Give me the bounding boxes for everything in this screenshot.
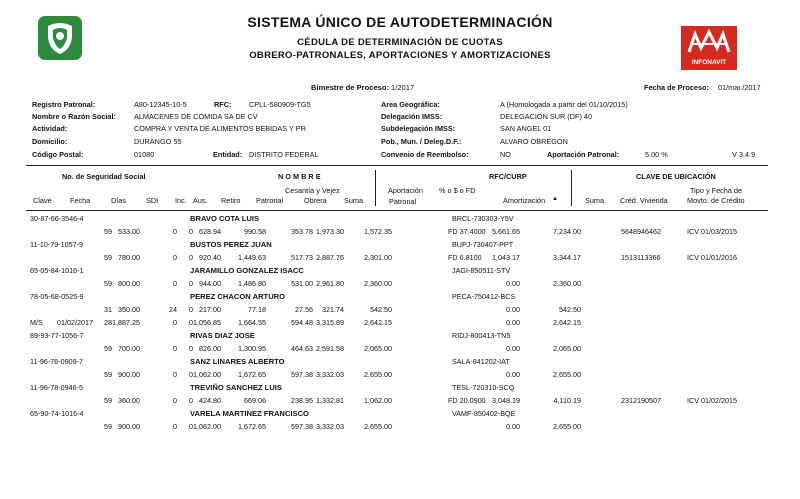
cell-retiro: 1,062.00 bbox=[193, 422, 221, 431]
delegacion-value: DELEGACION SUR (DF) 40 bbox=[500, 112, 593, 121]
cell-sdi: 700.00 bbox=[118, 344, 140, 353]
cell-aus: 0 bbox=[189, 253, 193, 262]
entidad-value: DISTRITO FEDERAL bbox=[249, 150, 319, 159]
actividad-label: Actividad: bbox=[32, 124, 68, 133]
cell-nss: 65-05-84-1016-1 bbox=[30, 266, 84, 275]
cell-retiro: 944.00 bbox=[199, 279, 221, 288]
cell-patronal: 1,300.95 bbox=[238, 344, 266, 353]
nombre-value: ALMACENES DE COMIDA SA DE CV bbox=[134, 112, 258, 121]
aportacion-patronal-value: 5.00 % bbox=[645, 150, 668, 159]
cell-obrera: 238.95 bbox=[291, 396, 313, 405]
cell-retiro: 1,062.00 bbox=[193, 370, 221, 379]
col-suma-infonavit: Suma bbox=[585, 196, 605, 205]
col-aportacion: Aportación bbox=[388, 186, 423, 195]
cell-dias: 59 bbox=[104, 279, 112, 288]
cell-dias: 59 bbox=[104, 227, 112, 236]
cell-aportacion: 2,655.00 bbox=[364, 422, 392, 431]
cell-amort: 0.00 bbox=[506, 279, 520, 288]
col-amortizacion: Amortización bbox=[503, 196, 546, 205]
header-bottom-rule bbox=[26, 210, 768, 211]
fecha-proceso-value: 01/mar./2017 bbox=[718, 83, 761, 92]
cell-sdi: 350.00 bbox=[118, 305, 140, 314]
cell-suma2: 2,065.00 bbox=[553, 344, 581, 353]
cell-pct: FD 6.8100 bbox=[448, 253, 482, 262]
cell-nss: 11-10-79-1057-9 bbox=[30, 240, 84, 249]
entidad-label: Entidad: bbox=[213, 150, 243, 159]
cell-aus: 0 bbox=[189, 396, 193, 405]
col-clave: Clave bbox=[33, 196, 52, 205]
cell-nss: 11-96-76-0909-7 bbox=[30, 357, 84, 366]
page-title: SISTEMA ÚNICO DE AUTODETERMINACIÓN bbox=[247, 14, 553, 30]
cell-dias: 59 bbox=[104, 370, 112, 379]
col-aus: Aus. bbox=[193, 196, 208, 205]
cell-nombre: RIVAS DIAZ JOSE bbox=[190, 331, 255, 340]
col-amortizacion-mark: ▲ bbox=[552, 196, 558, 202]
cell-suma: 3,315.89 bbox=[316, 318, 344, 327]
col-pct: % o $ o FD bbox=[439, 186, 476, 195]
header-top-rule bbox=[26, 165, 768, 166]
cell-suma: 3,332.03 bbox=[316, 370, 344, 379]
cell-nss: 11-96-78-0946-5 bbox=[30, 383, 84, 392]
cell-nombre: SANZ LINARES ALBERTO bbox=[190, 357, 285, 366]
cell-nombre: BUSTOS PEREZ JUAN bbox=[190, 240, 272, 249]
cell-suma: 2,961.80 bbox=[316, 279, 344, 288]
cell-fecha: 01/02/2017 bbox=[57, 318, 93, 327]
col-suma: Suma bbox=[344, 196, 364, 205]
cell-nombre: TREVIÑO SANCHEZ LUIS bbox=[190, 383, 282, 392]
registro-label: Registro Patronal: bbox=[32, 100, 96, 109]
cell-tipo: ICV 01/03/2015 bbox=[687, 227, 737, 236]
cell-sdi: 780.00 bbox=[118, 253, 140, 262]
cell-rfc: BRCL-730303-Y5V bbox=[452, 214, 514, 223]
cell-suma: 2,591.58 bbox=[316, 344, 344, 353]
col-rfc: RFC/CURP bbox=[489, 172, 527, 181]
aportacion-patronal-label: Aportación Patronal: bbox=[547, 150, 620, 159]
delegacion-label: Delegación IMSS: bbox=[381, 112, 443, 121]
cell-dias: 59 bbox=[104, 344, 112, 353]
subdelegacion-label: Subdelegación IMSS: bbox=[381, 124, 456, 133]
cell-suma2: 4,110.19 bbox=[553, 396, 581, 405]
cell-aus: 0 bbox=[189, 318, 193, 327]
cell-amort: 0.00 bbox=[506, 422, 520, 431]
col-retiro: Retiro bbox=[221, 196, 241, 205]
cell-dias: 31 bbox=[104, 305, 112, 314]
cell-rfc: JAGI-850511-STV bbox=[452, 266, 511, 275]
cell-sdi: 900.00 bbox=[118, 370, 140, 379]
domicilio-value: DURANGO 55 bbox=[134, 137, 182, 146]
cell-clave: M/S bbox=[30, 318, 43, 327]
fecha-proceso-label: Fecha de Proceso: bbox=[644, 83, 709, 92]
poblacion-label: Pob., Mun. / Deleg.D.F.: bbox=[381, 137, 462, 146]
cell-rfc: PECA-750412-BCS bbox=[452, 292, 516, 301]
cell-amort: 0.00 bbox=[506, 305, 520, 314]
cell-inc: 0 bbox=[173, 344, 177, 353]
cell-suma2: 2,642.15 bbox=[553, 318, 581, 327]
cell-obrera: 464.63 bbox=[291, 344, 313, 353]
cell-tipo: ICV 01/01/2016 bbox=[687, 253, 737, 262]
cell-retiro: 920.40 bbox=[199, 253, 221, 262]
nombre-label: Nombre o Razón Social: bbox=[32, 112, 116, 121]
header-divider-1 bbox=[375, 170, 376, 206]
col-fecha: Fecha bbox=[70, 196, 91, 205]
cell-obrera: 594.48 bbox=[291, 318, 313, 327]
col-nss: No. de Seguridad Social bbox=[62, 172, 146, 181]
cell-patronal: 990.58 bbox=[244, 227, 266, 236]
cell-obrera: 353.78 bbox=[291, 227, 313, 236]
cell-inc: 0 bbox=[173, 318, 177, 327]
cell-aportacion: 542.50 bbox=[370, 305, 392, 314]
cell-cred: 1513113366 bbox=[621, 253, 661, 262]
cell-obrera: 27.56 bbox=[295, 305, 313, 314]
col-nombre: N O M B R E bbox=[278, 172, 321, 181]
cell-patronal: 77.18 bbox=[248, 305, 266, 314]
cell-aportacion: 1,572.35 bbox=[364, 227, 392, 236]
cell-retiro: 217.00 bbox=[199, 305, 221, 314]
infonavit-label: INFONAVIT bbox=[691, 59, 727, 66]
cell-patronal: 1,449.63 bbox=[238, 253, 266, 262]
cell-aus: 0 bbox=[189, 305, 193, 314]
cell-obrera: 531.00 bbox=[291, 279, 313, 288]
col-clave-ubicacion: CLAVE DE UBICACIÓN bbox=[636, 172, 716, 181]
cell-suma2: 3,344.17 bbox=[553, 253, 581, 262]
cell-suma: 2,887.76 bbox=[316, 253, 344, 262]
cell-amort: 0.00 bbox=[506, 344, 520, 353]
cell-rfc: TESL-720310-SCQ bbox=[452, 383, 515, 392]
cell-sdi: 900.00 bbox=[118, 422, 140, 431]
cell-inc: 0 bbox=[173, 422, 177, 431]
cell-sdi: 360.00 bbox=[118, 396, 140, 405]
cell-rfc: RIDJ-800413-TN5 bbox=[452, 331, 511, 340]
poblacion-value: ALVARO OBREGON bbox=[500, 137, 568, 146]
cell-aportacion: 2,655.00 bbox=[364, 370, 392, 379]
cell-suma: 3,332.03 bbox=[316, 422, 344, 431]
cell-sdi: 1,887.25 bbox=[112, 318, 140, 327]
cell-suma2: 542.50 bbox=[559, 305, 581, 314]
cell-aus: 0 bbox=[189, 422, 193, 431]
cell-amort: 5,661.65 bbox=[492, 227, 520, 236]
cell-patronal: 1,486.80 bbox=[238, 279, 266, 288]
cell-suma: 321.74 bbox=[322, 305, 344, 314]
subtitle-1: CÉDULA DE DETERMINACIÓN DE CUOTAS bbox=[297, 37, 503, 48]
col-obrera: Obrera bbox=[304, 196, 327, 205]
cell-nombre: PEREZ CHACON ARTURO bbox=[190, 292, 286, 301]
cell-aportacion: 2,642.15 bbox=[364, 318, 392, 327]
rfc-value: CPLL-580909-TG5 bbox=[249, 100, 311, 109]
cell-inc: 0 bbox=[173, 279, 177, 288]
rfc-label: RFC: bbox=[214, 100, 232, 109]
cell-inc: 24 bbox=[169, 305, 177, 314]
cell-sdi: 533.00 bbox=[118, 227, 140, 236]
cell-inc: 0 bbox=[173, 396, 177, 405]
cell-nombre: JARAMILLO GONZALEZ ISACC bbox=[190, 266, 304, 275]
cell-pct: FD 37.4000 bbox=[448, 227, 486, 236]
infonavit-logo bbox=[681, 26, 737, 70]
cell-suma: 1,332.81 bbox=[316, 396, 344, 405]
col-inc: Inc. bbox=[175, 196, 187, 205]
cell-rfc: SALA-841202-IAT bbox=[452, 357, 510, 366]
cell-nss: 30-87-66-3546-4 bbox=[30, 214, 84, 223]
cell-aportacion: 2,360.00 bbox=[364, 279, 392, 288]
cell-nombre: BRAVO COTA LUIS bbox=[190, 214, 260, 223]
cell-suma2: 7,234.00 bbox=[553, 227, 581, 236]
area-value: A (Homologada a partir del 01/10/2015) bbox=[500, 100, 628, 109]
convenio-value: NO bbox=[500, 150, 511, 159]
cell-aportacion: 2,065.00 bbox=[364, 344, 392, 353]
header-divider-2 bbox=[571, 170, 572, 206]
cell-pct: FD 20.0900 bbox=[448, 396, 486, 405]
area-label: Area Geográfica: bbox=[381, 100, 440, 109]
cell-retiro: 826.00 bbox=[199, 344, 221, 353]
cell-cred: 2312190507 bbox=[621, 396, 661, 405]
col-patronal: Patronal bbox=[256, 196, 284, 205]
cell-amort: 0.00 bbox=[506, 318, 520, 327]
bimestre-label: Bimestre de Proceso: bbox=[311, 83, 390, 92]
col-tipo: Tipo y Fecha de bbox=[690, 186, 743, 195]
cell-obrera: 517.73 bbox=[291, 253, 313, 262]
cell-suma2: 2,360.00 bbox=[553, 279, 581, 288]
cell-retiro: 424.80 bbox=[199, 396, 221, 405]
cell-rfc: VAMF-850402-BQE bbox=[452, 409, 516, 418]
cell-patronal: 1,664.55 bbox=[238, 318, 266, 327]
cell-rfc: BUPJ-730407-PPT bbox=[452, 240, 514, 249]
cell-inc: 0 bbox=[173, 370, 177, 379]
cell-retiro: 628.94 bbox=[199, 227, 221, 236]
cell-amort: 3,048.19 bbox=[492, 396, 520, 405]
cell-patronal: 1,672.65 bbox=[238, 370, 266, 379]
cell-inc: 0 bbox=[173, 253, 177, 262]
col-cesantia: Cesantía y Vejez bbox=[285, 186, 340, 195]
cell-nss: 89-93-77-1056-7 bbox=[30, 331, 84, 340]
col-sdi: SDI bbox=[146, 196, 159, 205]
cell-cred: 5648946462 bbox=[621, 227, 661, 236]
cell-dias: 59 bbox=[104, 422, 112, 431]
cell-nss: 78-05-68-0525-9 bbox=[30, 292, 84, 301]
cp-label: Código Postal: bbox=[32, 150, 84, 159]
cell-aus: 0 bbox=[189, 370, 193, 379]
col-aportacion-patronal: Patronal bbox=[389, 197, 417, 206]
cell-aportacion: 2,301.00 bbox=[364, 253, 392, 262]
cell-sdi: 800.00 bbox=[118, 279, 140, 288]
col-tipo-2: Movto. de Crédito bbox=[687, 196, 745, 205]
cell-dias: 28 bbox=[104, 318, 112, 327]
cell-suma2: 2,655.00 bbox=[553, 422, 581, 431]
subdelegacion-value: SAN ANGEL 01 bbox=[500, 124, 552, 133]
cell-nss: 65-90-74-1016-4 bbox=[30, 409, 84, 418]
cell-obrera: 597.38 bbox=[291, 370, 313, 379]
cell-patronal: 1,672.65 bbox=[238, 422, 266, 431]
cp-value: 01080 bbox=[134, 150, 155, 159]
cell-aus: 0 bbox=[189, 227, 193, 236]
cell-suma: 1,973.30 bbox=[316, 227, 344, 236]
domicilio-label: Domicilio: bbox=[32, 137, 68, 146]
cell-nombre: VARELA MARTINEZ FRANCISCO bbox=[190, 409, 309, 418]
cell-aus: 0 bbox=[189, 344, 193, 353]
subtitle-2: OBRERO-PATRONALES, APORTACIONES Y AMORTIZACIONES bbox=[249, 50, 551, 61]
convenio-label: Convenio de Reembolso: bbox=[381, 150, 469, 159]
cell-suma2: 2,655.00 bbox=[553, 370, 581, 379]
bimestre-value: 1/2017 bbox=[391, 83, 415, 92]
col-credito: Créd. Vivienda bbox=[620, 196, 668, 205]
cell-dias: 59 bbox=[104, 253, 112, 262]
col-dias: Días bbox=[111, 196, 127, 205]
cell-amort: 1,043.17 bbox=[492, 253, 520, 262]
actividad-value: COMPRA Y VENTA DE ALIMENTOS BEBIDAS Y PR bbox=[134, 124, 306, 133]
cell-dias: 59 bbox=[104, 396, 112, 405]
cell-aus: 0 bbox=[189, 279, 193, 288]
version-label: V 3.4.9 bbox=[732, 150, 756, 159]
cell-retiro: 1,056.85 bbox=[193, 318, 221, 327]
cell-tipo: ICV 01/02/2015 bbox=[687, 396, 737, 405]
cell-amort: 0.00 bbox=[506, 370, 520, 379]
cell-inc: 0 bbox=[173, 227, 177, 236]
cell-obrera: 597.38 bbox=[291, 422, 313, 431]
registro-value: A80-12345-10-5 bbox=[134, 100, 187, 109]
cell-aportacion: 1,062.00 bbox=[364, 396, 392, 405]
cell-patronal: 669.06 bbox=[244, 396, 266, 405]
